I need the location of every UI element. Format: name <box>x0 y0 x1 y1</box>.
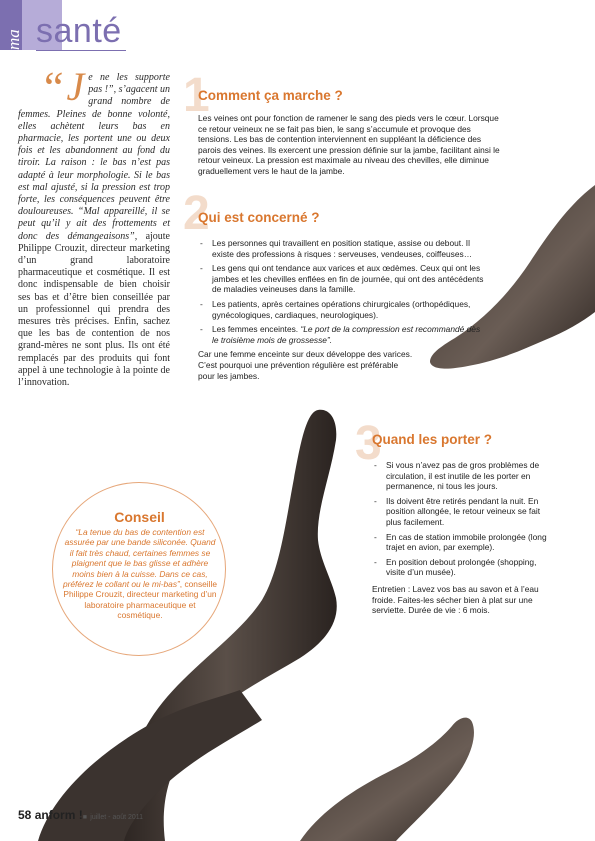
section3-number: 3 <box>355 417 382 470</box>
header-rule <box>36 50 126 51</box>
section3-closing: Entretien : Lavez vos bas au savon et à l’eau froide. Faites-les sécher bien à plat sur une serviette. Durée de vie : 6 mois. <box>372 583 539 616</box>
section2-title: Qui est concerné ? <box>198 210 320 225</box>
section1-body: Les veines ont pour fonction de ramener le sang des pieds vers le cœur. Lorsque ce retour veineux ne se fait pas bien, le sang s’accumule et provoque des tensions. Les bas de contention interviennent en suppléant la déficience des parois des veines. Ils exercent une pression définie sur la jambe, facilitant ainsi le retour veineux. La pression est maximale au niveau des chevilles, elle diminue graduellement vers le haut de la jambe. <box>198 113 500 176</box>
intro-quote: “Mal appareillé, il se peut qu’il y ait des frottements et donc des démangeaisons”, <box>18 206 170 242</box>
list-item: - Les personnes qui travaillent en position statique, assise ou debout. Il existe des professions à risques : serveuses, vendeuses, coiffeuses… <box>198 238 488 259</box>
list-item: - Les patients, après certaines opérations chirurgicales (orthopédiques, gynécologiques, cardiaques, neurologiques). <box>198 299 488 320</box>
footer <box>18 808 143 822</box>
section-title: santé <box>36 12 122 50</box>
section1-title: Comment ça marche ? <box>198 88 343 103</box>
section-small-label: ma <box>4 29 23 50</box>
section2-number: 2 <box>183 187 210 240</box>
conseil-attribution: , conseille Philippe Crouzit, directeur marketing d’un laboratoire pharmaceutique et cosmétique. <box>63 579 218 621</box>
list-item: - En cas de station immobile prolongée (long trajet en avion, par exemple). <box>372 532 548 553</box>
list-item: - Ils doivent être retirés pendant la nuit. En position allongée, le retour veineux se fait plus facilement. <box>372 496 548 528</box>
magazine-name: anform ! <box>34 808 83 822</box>
item-quote: “Le port de la compression est recommandé dès le troisième mois de grossesse”. <box>212 324 481 345</box>
list-item: - Si vous n’avez pas de gros problèmes de circulation, il est inutile de les porter en permanence, ni tous les jours. <box>372 460 548 492</box>
section1-number: 1 <box>183 69 210 122</box>
page-number: 58 <box>18 808 32 822</box>
conseil-text <box>62 527 218 621</box>
intro-column <box>18 63 170 389</box>
intro-text-end: ajoute Philippe Crouzit, directeur marketing d’un grand laboratoire pharmaceutique et cosmétique. Il est donc indispensable de bien choisir ses bas et d’être bien conseillée par un professionnel qui prendra des mesures très précises. Enfin, sachez que les bas de contention de nos grand-mères ne sont plus. Ils ont été remplacés par des produits qui font appel à une technologie à la pointe de l’innovation. <box>18 230 170 389</box>
issue-date: juillet - août 2011 <box>90 814 144 821</box>
lower-right-foot <box>300 718 474 841</box>
section2-closing: Car une femme enceinte sur deux développe des varices. C’est pourquoi une prévention régulière est préférable pour les jambes. <box>198 349 413 381</box>
list-item: - Les gens qui ont tendance aux varices et aux œdèmes. Ceux qui ont les jambes et les chevilles enflées en fin de journée, qui ont des antécédents de maladies veineuses dans la famille. <box>198 263 488 295</box>
footer-separator: ■ <box>82 814 87 821</box>
dropcap: J <box>66 64 85 109</box>
intro-text-start: e ne les supporte pas !”, s’agacent un grand nombre de femmes. Pleines de bonne volonté, elles achètent leurs bas en pharmacie, les portent une ou deux fois et les abandonnent au fond du tiroir. La raison : le bas n’est pas adapté à leur morphologie. Si le bas est mal ajusté, si la pression est trop forte, les conséquences peuvent être douloureuses. <box>18 72 170 218</box>
section3-title: Quand les porter ? <box>372 432 493 447</box>
list-item: - En position debout prolongée (shopping, visite d’un musée). <box>372 557 548 578</box>
list-item: - Les femmes enceintes. “Le port de la compression est recommandé dès le troisième mois de grossesse”. <box>198 324 488 345</box>
conseil-quote: “La tenue du bas de contention est assurée par une bande siliconée. Quand il fait très chaud, certaines femmes se plaignent que le bas glisse et adhère moins bien à la cuisse. Dans ce cas, préférez le collant ou le mi-bas” <box>62 527 216 590</box>
quote-mark: “ <box>44 63 64 112</box>
section3-list <box>372 460 548 616</box>
conseil-title: Conseil <box>114 509 165 525</box>
section2-list <box>198 238 488 381</box>
